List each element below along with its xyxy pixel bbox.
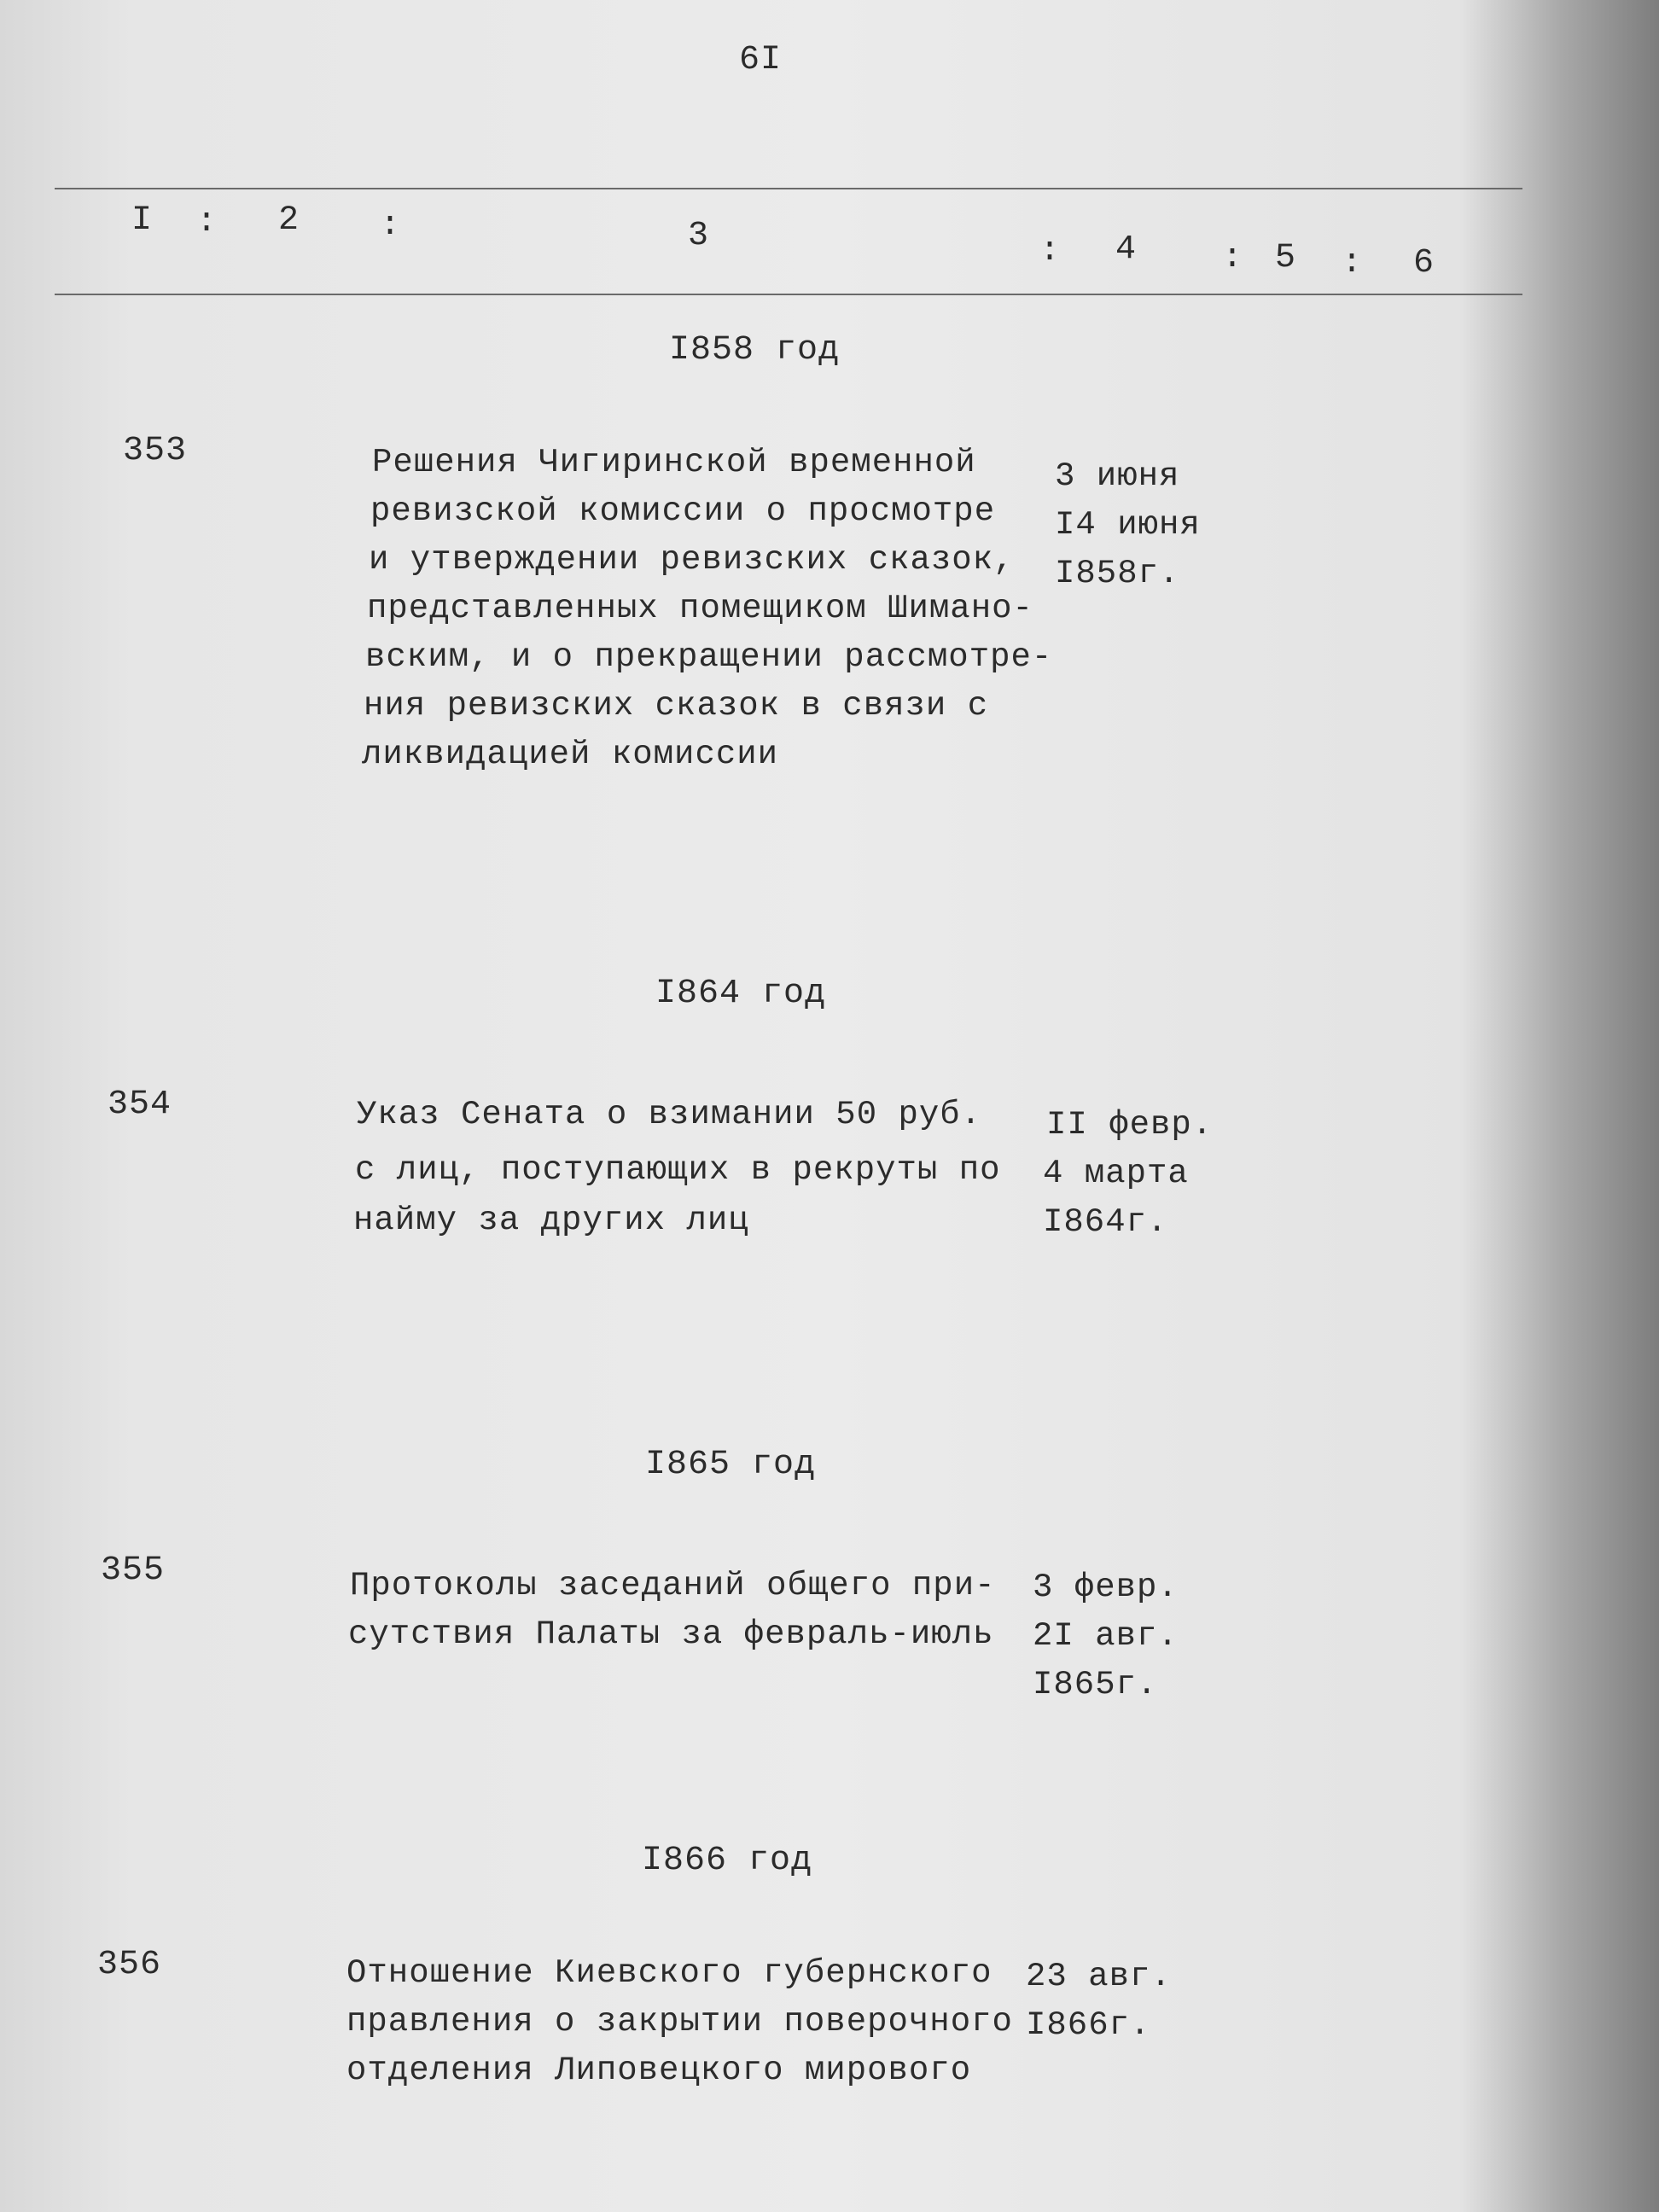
date-line: 4 марта	[1043, 1155, 1189, 1192]
header-sep-3: :	[1039, 232, 1061, 271]
date-line: 2I авг.	[1033, 1617, 1179, 1655]
description-line: сутствия Палаты за февраль-июль	[348, 1615, 994, 1653]
description-line: Решения Чигиринской временной	[372, 444, 976, 481]
description-line: ревизской комиссии о просмотре	[370, 492, 996, 530]
header-col-1: I	[131, 201, 153, 240]
description-line: отделения Липовецкого мирового	[346, 2052, 972, 2089]
description-line: представленных помещиком Шимано-	[367, 590, 1033, 627]
date-line: I865г.	[1033, 1666, 1158, 1703]
year-heading: I865 год	[645, 1446, 817, 1484]
description-line: правления о закрытии поверочного	[346, 2003, 1013, 2040]
header-col-4: 4	[1115, 230, 1137, 269]
year-heading: I866 год	[642, 1842, 813, 1880]
date-line: 23 авг.	[1026, 1958, 1172, 1995]
header-sep-4: :	[1222, 239, 1243, 277]
description-line: ликвидацией комиссии	[362, 736, 779, 773]
header-col-3: 3	[688, 217, 709, 255]
year-heading: I864 год	[655, 975, 827, 1013]
description-line: Протоколы заседаний общего при-	[350, 1567, 996, 1604]
date-line: 3 июня	[1055, 457, 1180, 495]
date-line: I864г.	[1043, 1203, 1168, 1241]
description-line: с лиц, поступающих в рекруты по	[355, 1151, 1001, 1189]
header-col-6: 6	[1413, 244, 1435, 282]
date-line: I858г.	[1055, 555, 1180, 592]
description-line: и утверждении ревизских сказок,	[369, 541, 1015, 579]
entry-number: 356	[97, 1946, 162, 1984]
header-sep-2: :	[380, 207, 401, 245]
entry-number: 354	[108, 1086, 172, 1124]
date-line: II февр.	[1046, 1106, 1214, 1144]
page-number: 6I	[739, 41, 783, 79]
header-sep-5: :	[1342, 244, 1363, 282]
date-line: I4 июня	[1055, 506, 1201, 544]
entry-number: 353	[123, 432, 188, 470]
entry-number: 355	[101, 1551, 166, 1590]
header-col-5: 5	[1275, 239, 1296, 277]
date-line: I866г.	[1026, 2006, 1151, 2044]
year-heading: I858 год	[669, 331, 841, 370]
description-line: найму за других лиц	[353, 1202, 749, 1239]
header-bottom-rule	[55, 294, 1522, 295]
description-line: Указ Сената о взимании 50 руб.	[357, 1096, 982, 1133]
header-sep-1: :	[196, 203, 218, 242]
date-line: 3 февр.	[1033, 1569, 1179, 1606]
header-top-rule	[55, 188, 1522, 189]
header-col-2: 2	[278, 201, 300, 240]
description-line: вским, и о прекращении рассмотре-	[365, 638, 1053, 676]
description-line: Отношение Киевского губернского	[346, 1954, 992, 1992]
description-line: ния ревизских сказок в связи с	[364, 687, 989, 725]
